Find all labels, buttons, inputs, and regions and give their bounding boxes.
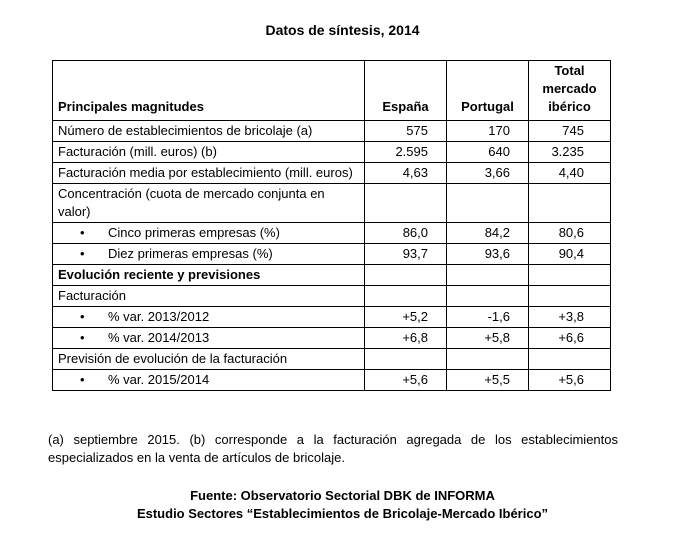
source-line: Estudio Sectores “Establecimientos de Bricolaje-Mercado Ibérico” <box>136 506 549 521</box>
cell-espana: 575 <box>365 121 447 142</box>
cell-espana: +5,6 <box>365 370 447 391</box>
summary-table <box>52 60 611 391</box>
cell-total <box>529 286 611 307</box>
bullet-icon: • <box>80 330 85 345</box>
header-magnitudes: Principales magnitudes <box>53 61 365 121</box>
table-row <box>53 265 611 286</box>
cell-total: +5,6 <box>529 370 611 391</box>
table-row <box>53 349 611 370</box>
bullet-icon: • <box>80 309 85 324</box>
header-total-line: Total <box>554 63 585 78</box>
cell-espana: 86,0 <box>365 223 447 244</box>
row-label: Número de establecimientos de bricolaje (a) <box>53 121 365 142</box>
cell-espana: +6,8 <box>365 328 447 349</box>
cell-portugal: -1,6 <box>447 307 529 328</box>
row-label <box>53 370 365 391</box>
cell-portugal <box>447 184 529 223</box>
cell-total: +3,8 <box>529 307 611 328</box>
cell-portugal: +5,5 <box>447 370 529 391</box>
cell-total: +6,6 <box>529 328 611 349</box>
table-row <box>53 142 611 163</box>
row-label <box>53 328 365 349</box>
table-row <box>53 286 611 307</box>
page-title: Datos de síntesis, 2014 <box>265 22 420 38</box>
section-heading: Evolución reciente y previsiones <box>53 265 365 286</box>
cell-espana <box>365 349 447 370</box>
cell-portugal <box>447 349 529 370</box>
table-row <box>53 121 611 142</box>
cell-espana: 93,7 <box>365 244 447 265</box>
table-row <box>53 328 611 349</box>
cell-espana <box>365 286 447 307</box>
cell-espana <box>365 265 447 286</box>
cell-portugal: +5,8 <box>447 328 529 349</box>
bullet-icon: • <box>80 225 85 240</box>
cell-total <box>529 184 611 223</box>
cell-total <box>529 265 611 286</box>
header-total-line: ibérico <box>548 99 591 114</box>
cell-total: 3.235 <box>529 142 611 163</box>
row-label <box>53 307 365 328</box>
cell-total <box>529 349 611 370</box>
footnote: (a) septiembre 2015. (b) corresponde a la facturación agregada de los establecimientos especializados en la venta de artículos de bricolaje. <box>48 432 618 465</box>
source-credit <box>0 487 685 523</box>
cell-total: 90,4 <box>529 244 611 265</box>
cell-portugal <box>447 286 529 307</box>
cell-portugal: 3,66 <box>447 163 529 184</box>
row-label-text: Diez primeras empresas (%) <box>108 246 273 261</box>
cell-total: 4,40 <box>529 163 611 184</box>
cell-portugal: 93,6 <box>447 244 529 265</box>
row-label <box>53 244 365 265</box>
cell-espana: +5,2 <box>365 307 447 328</box>
header-espana: España <box>365 61 447 121</box>
row-label-text: % var. 2014/2013 <box>108 330 210 345</box>
cell-total: 745 <box>529 121 611 142</box>
cell-espana <box>365 184 447 223</box>
cell-portugal: 84,2 <box>447 223 529 244</box>
table-row <box>53 244 611 265</box>
header-total-line: mercado <box>542 81 597 96</box>
cell-espana: 4,63 <box>365 163 447 184</box>
header-total <box>529 61 611 121</box>
cell-portugal <box>447 265 529 286</box>
header-portugal: Portugal <box>447 61 529 121</box>
table-row <box>53 223 611 244</box>
table-row <box>53 370 611 391</box>
row-label-text: % var. 2013/2012 <box>108 309 210 324</box>
table-row <box>53 307 611 328</box>
cell-total: 80,6 <box>529 223 611 244</box>
cell-portugal: 640 <box>447 142 529 163</box>
row-label-text: % var. 2015/2014 <box>108 372 210 387</box>
row-label: Facturación (mill. euros) (b) <box>53 142 365 163</box>
row-label: Previsión de evolución de la facturación <box>53 349 365 370</box>
table-row <box>53 184 611 223</box>
bullet-icon: • <box>80 372 85 387</box>
row-label-text: Cinco primeras empresas (%) <box>108 225 280 240</box>
cell-espana: 2.595 <box>365 142 447 163</box>
bullet-icon: • <box>80 246 85 261</box>
table-row <box>53 163 611 184</box>
row-label: Concentración (cuota de mercado conjunta en valor) <box>53 184 365 223</box>
source-line: Fuente: Observatorio Sectorial DBK de INFORMA <box>190 488 495 503</box>
row-label <box>53 223 365 244</box>
table-header-row <box>53 61 611 121</box>
cell-portugal: 170 <box>447 121 529 142</box>
row-label: Facturación <box>53 286 365 307</box>
row-label: Facturación media por establecimiento (mill. euros) <box>53 163 365 184</box>
